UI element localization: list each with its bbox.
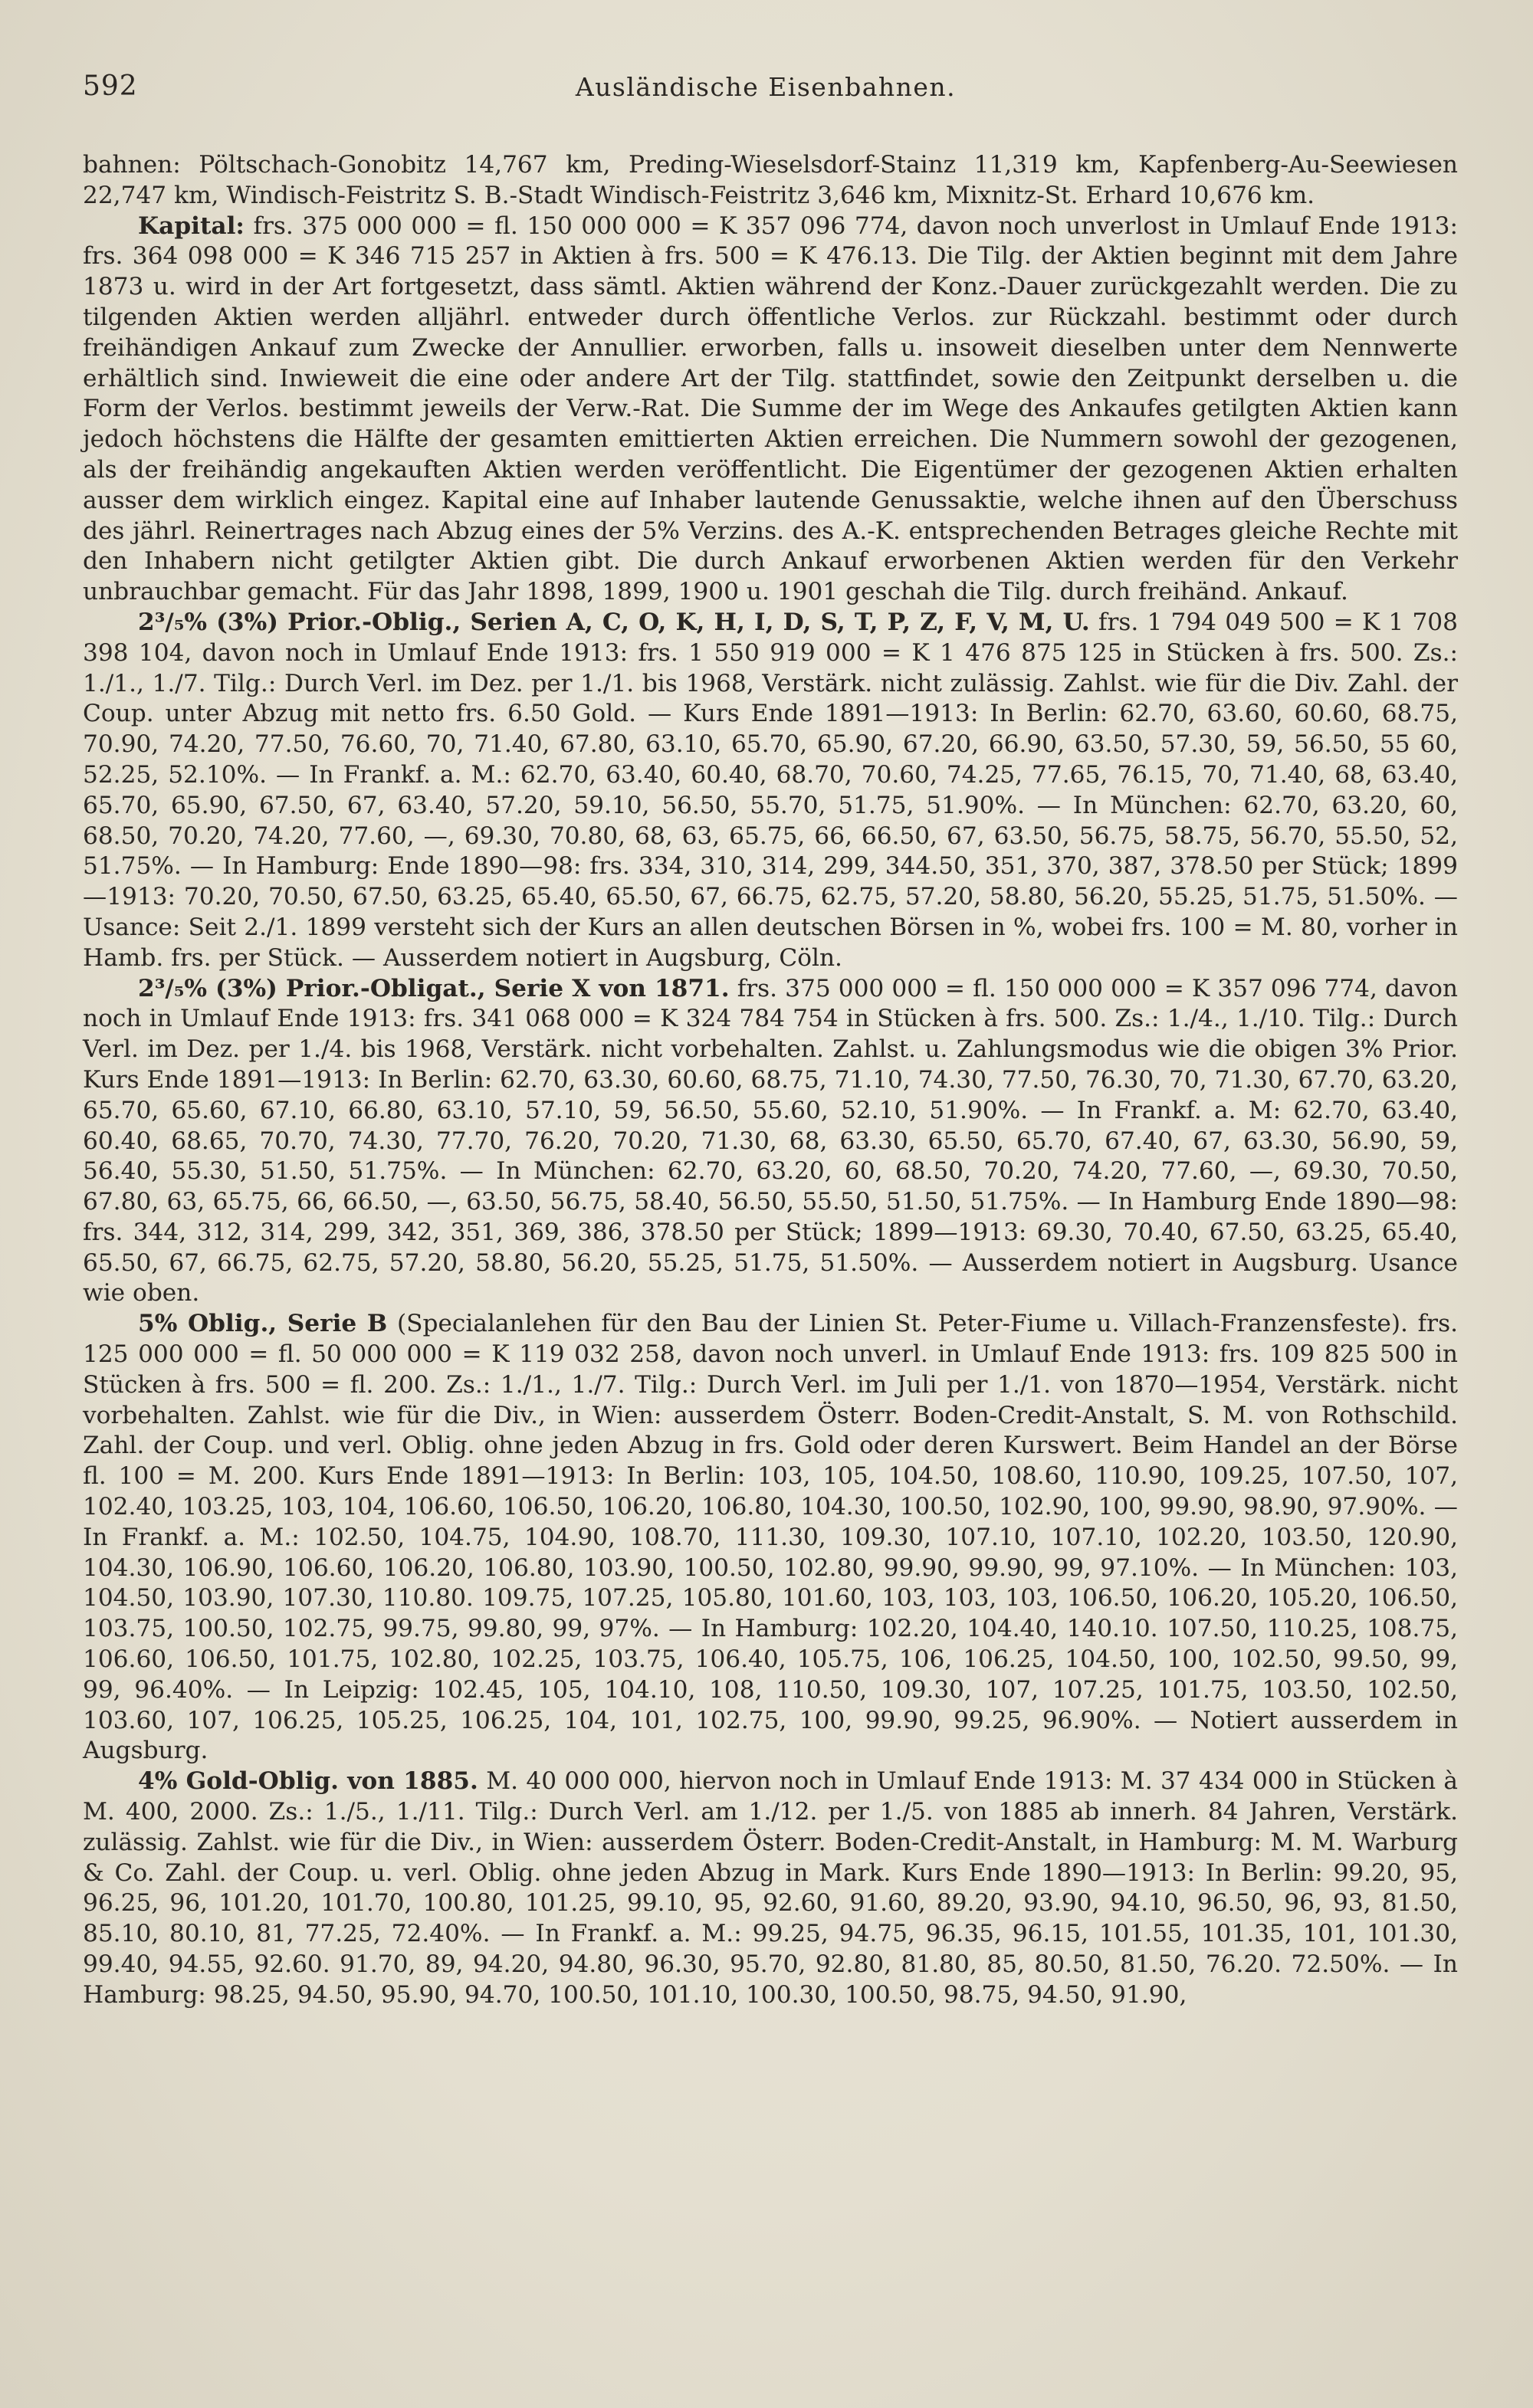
- paragraph-oblig-serie-b: [83, 1309, 1458, 1767]
- paragraph-intro: [83, 150, 1458, 212]
- paragraph-kapital: [83, 212, 1458, 608]
- paragraph-prior-obligat-serie-x: [83, 974, 1458, 1310]
- paragraph-lead: Kapital:: [138, 212, 245, 240]
- page-number: 592: [83, 71, 138, 102]
- paragraph-text: frs. 375 000 000 = fl. 150 000 000 = K 357 096 774, davon noch unverlost in Umlauf Ende 1913: frs. 364 098 000 = K 346 715 257 in Aktien à frs. 500 = K 476.13. Die Tilg. der Aktien beginnt mit dem Jahre 1873 u. wird in der Art fortgesetzt, dass sämtl. Aktien während der Konz.-Dauer zurückgezahlt werden. Die zu tilgenden Aktien werden alljährl. entweder durch öffentliche Verlos. zur Rückzahl. bestimmt oder durch freihändigen Ankauf zum Zwecke der Annullier. erworben, falls u. insoweit dieselben unter dem Nennwerte erhältlich sind. Inwieweit die eine oder andere Art der Tilg. stattfindet, sowie den Zeitpunkt derselben u. die Form der Verlos. bestimmt jeweils der Verw.-Rat. Die Summe der im Wege des Ankaufes getilgten Aktien kann jedoch höchstens die Hälfte der gesamten emittierten Aktien erreichen. Die Nummern sowohl der gezogenen, als der freihändig angekauften Aktien werden veröffentlicht. Die Eigentümer der gezogenen Aktien erhalten ausser dem wirklich eingez. Kapital eine auf Inhaber lautende Genussaktie, welche ihnen auf den Überschuss des jährl. Reinertrages nach Abzug eines der 5% Verzins. des A.-K. entsprechenden Betrages gleiche Rechte mit den Inhabern nicht getilgter Aktien gibt. Die durch Ankauf erworbenen Aktien werden für den Verkehr unbrauchbar gemacht. Für das Jahr 1898, 1899, 1900 u. 1901 geschah die Tilg. durch freihänd. Ankauf.: [83, 212, 1458, 606]
- paragraph-text: frs. 1 794 049 500 = K 1 708 398 104, davon noch in Umlauf Ende 1913: frs. 1 550 919 000 = K 1 476 875 125 in Stücken à frs. 500. Zs.: 1./1., 1./7. Tilg.: Durch Verl. im Dez. per 1./1. bis 1968, Verstärk. nicht zulässig. Zahlst. wie für die Div. Zahl. der Coup. unter Abzug mit netto frs. 6.50 Gold. — Kurs Ende 1891—1913: In Berlin: 62.70, 63.60, 60.60, 68.75, 70.90, 74.20, 77.50, 76.60, 70, 71.40, 67.80, 63.10, 65.70, 65.90, 67.20, 66.90, 63.50, 57.30, 59, 56.50, 55 60, 52.25, 52.10%. — In Frankf. a. M.: 62.70, 63.40, 60.40, 68.70, 70.60, 74.25, 77.65, 76.15, 70, 71.40, 68, 63.40, 65.70, 65.90, 67.50, 67, 63.40, 57.20, 59.10, 56.50, 55.70, 51.75, 51.90%. — In München: 62.70, 63.20, 60, 68.50, 70.20, 74.20, 77.60, —, 69.30, 70.80, 68, 63, 65.75, 66, 66.50, 67, 63.50, 56.75, 58.75, 56.70, 55.50, 52, 51.75%. — In Hamburg: Ende 1890—98: frs. 334, 310, 314, 299, 344.50, 351, 370, 387, 378.50 per Stück; 1899—1913: 70.20, 70.50, 67.50, 63.25, 65.40, 65.50, 67, 66.75, 62.75, 57.20, 58.80, 56.20, 55.25, 51.75, 51.50%. — Usance: Seit 2./1. 1899 versteht sich der Kurs an allen deutschen Börsen in %, wobei frs. 100 = M. 80, vorher in Hamb. frs. per Stück. — Ausserdem notiert in Augsburg, Cöln.: [83, 608, 1458, 972]
- page-body: [83, 150, 1458, 2011]
- paragraph-text: M. 40 000 000, hiervon noch in Umlauf Ende 1913: M. 37 434 000 in Stücken à M. 400, 2000. Zs.: 1./5., 1./11. Tilg.: Durch Verl. am 1./12. per 1./5. von 1885 ab innerh. 84 Jahren, Verstärk. zulässig. Zahlst. wie für die Div., in Wien: ausserdem Österr. Boden-Credit-Anstalt, in Hamburg: M. M. Warburg & Co. Zahl. der Coup. u. verl. Oblig. ohne jeden Abzug in Mark. Kurs Ende 1890—1913: In Berlin: 99.20, 95, 96.25, 96, 101.20, 101.70, 100.80, 101.25, 99.10, 95, 92.60, 91.60, 89.20, 93.90, 94.10, 96.50, 96, 93, 81.50, 85.10, 80.10, 81, 77.25, 72.40%. — In Frankf. a. M.: 99.25, 94.75, 96.35, 96.15, 101.55, 101.35, 101, 101.30, 99.40, 94.55, 92.60. 91.70, 89, 94.20, 94.80, 96.30, 95.70, 92.80, 81.80, 85, 80.50, 81.50, 76.20. 72.50%. — In Hamburg: 98.25, 94.50, 95.90, 94.70, 100.50, 101.10, 100.30, 100.50, 98.75, 94.50, 91.90,: [83, 1767, 1458, 2009]
- paragraph-lead: 5% Oblig., Serie B: [138, 1310, 388, 1338]
- paragraph-lead: 2³/₅% (3%) Prior.-Oblig., Serien A, C, O, K, H, I, D, S, T, P, Z, F, V, M, U.: [138, 608, 1090, 636]
- page-header: [83, 71, 1449, 109]
- running-title: Ausländische Eisenbahnen.: [575, 72, 957, 102]
- paragraph-text: (Specialanlehen für den Bau der Linien St. Peter-Fiume u. Villach-Franzensfeste). frs. 125 000 000 = fl. 50 000 000 = K 119 032 258, davon noch unverl. in Umlauf Ende 1913: frs. 109 825 500 in Stücken à frs. 500 = fl. 200. Zs.: 1./1., 1./7. Tilg.: Durch Verl. im Juli per 1./1. von 1870—1954, Verstärk. nicht vorbehalten. Zahlst. wie für die Div., in Wien: ausserdem Österr. Boden-Credit-Anstalt, S. M. von Rothschild. Zahl. der Coup. und verl. Oblig. ohne jeden Abzug in frs. Gold oder deren Kurswert. Beim Handel an der Börse fl. 100 = M. 200. Kurs Ende 1891—1913: In Berlin: 103, 105, 104.50, 108.60, 110.90, 109.25, 107.50, 107, 102.40, 103.25, 103, 104, 106.60, 106.50, 106.20, 106.80, 104.30, 100.50, 102.90, 100, 99.90, 98.90, 97.90%. — In Frankf. a. M.: 102.50, 104.75, 104.90, 108.70, 111.30, 109.30, 107.10, 107.10, 102.20, 103.50, 120.90, 104.30, 106.90, 106.60, 106.20, 106.80, 103.90, 100.50, 102.80, 99.90, 99.90, 99, 97.10%. — In München: 103, 104.50, 103.90, 107.30, 110.80. 109.75, 107.25, 105.80, 101.60, 103, 103, 103, 106.50, 106.20, 105.20, 106.50, 103.75, 100.50, 102.75, 99.75, 99.80, 99, 97%. — In Hamburg: 102.20, 104.40, 140.10. 107.50, 110.25, 108.75, 106.60, 106.50, 101.75, 102.80, 102.25, 103.75, 106.40, 105.75, 106, 106.25, 104.50, 100, 102.50, 99.50, 99, 99, 96.40%. — In Leipzig: 102.45, 105, 104.10, 108, 110.50, 109.30, 107, 107.25, 101.75, 103.50, 102.50, 103.60, 107, 106.25, 105.25, 106.25, 104, 101, 102.75, 100, 99.90, 99.25, 96.90%. — Notiert ausserdem in Augsburg.: [83, 1310, 1459, 1765]
- paragraph-lead: 2³/₅% (3%) Prior.-Obligat., Serie X von 1871.: [138, 974, 730, 1002]
- paragraph-lead: 4% Gold-Oblig. von 1885.: [138, 1767, 478, 1796]
- paragraph-gold-oblig-1885: [83, 1767, 1458, 2010]
- paragraph-text: frs. 375 000 000 = fl. 150 000 000 = K 357 096 774, davon noch in Umlauf Ende 1913: frs. 341 068 000 = K 324 784 754 in Stücken à frs. 500. Zs.: 1./4., 1./10. Tilg.: Durch Verl. im Dez. per 1./4. bis 1968, Verstärk. nicht vorbehalten. Zahlst. u. Zahlungsmodus wie die obigen 3% Prior. Kurs Ende 1891—1913: In Berlin: 62.70, 63.30, 60.60, 68.75, 71.10, 74.30, 77.50, 76.30, 70, 71.30, 67.70, 63.20, 65.70, 65.60, 67.10, 66.80, 63.10, 57.10, 59, 56.50, 55.60, 52.10, 51.90%. — In Frankf. a. M: 62.70, 63.40, 60.40, 68.65, 70.70, 74.30, 77.70, 76.20, 70.20, 71.30, 68, 63.30, 65.50, 65.70, 67.40, 67, 63.30, 56.90, 59, 56.40, 55.30, 51.50, 51.75%. — In München: 62.70, 63.20, 60, 68.50, 70.20, 74.20, 77.60, —, 69.30, 70.50, 67.80, 63, 65.75, 66, 66.50, —, 63.50, 56.75, 58.40, 56.50, 55.50, 51.50, 51.75%. — In Hamburg Ende 1890—98: frs. 344, 312, 314, 299, 342, 351, 369, 386, 378.50 per Stück; 1899—1913: 69.30, 70.40, 67.50, 63.25, 65.40, 65.50, 67, 66.75, 62.75, 57.20, 58.80, 56.20, 55.25, 51.75, 51.50%. — Ausserdem notiert in Augsburg. Usance wie oben.: [83, 974, 1458, 1307]
- paragraph-prior-oblig-serien: [83, 608, 1458, 974]
- paragraph-text: bahnen: Pöltschach-Gonobitz 14,767 km, Preding-Wieselsdorf-Stainz 11,319 km, Kapfenberg-Au-Seewiesen 22,747 km, Windisch-Feistritz S. B.-Stadt Windisch-Feistritz 3,646 km, Mixnitz-St. Erhard 10,676 km.: [83, 151, 1458, 209]
